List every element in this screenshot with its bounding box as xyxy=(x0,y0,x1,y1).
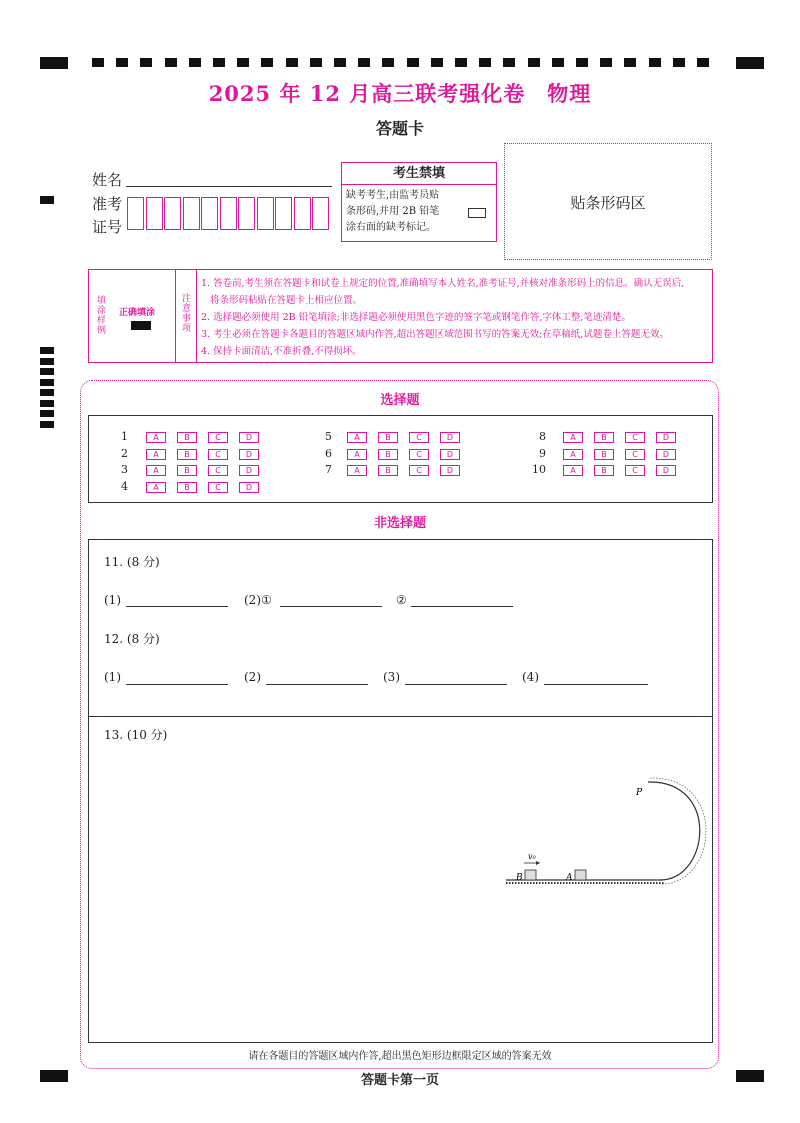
timing-mark xyxy=(600,58,612,67)
timing-mark xyxy=(503,58,515,67)
note-item-1: 1. 答卷前,考生须在答题卡和试卷上规定的位置,准确填写本人姓名,准考证号,并核对准条形码上的信息。确认无误后, xyxy=(201,278,685,289)
label-v0: v₀ xyxy=(528,852,536,861)
choice-bubble-a[interactable]: A xyxy=(563,449,583,460)
q11-part1-label: (1) xyxy=(104,593,121,607)
fill-example-label: 填涂样例 xyxy=(97,296,107,336)
q12-header: 12. (8 分) xyxy=(104,632,160,646)
choice-bubble-c[interactable]: C xyxy=(409,432,429,443)
timing-mark xyxy=(673,58,685,67)
timing-mark xyxy=(407,58,419,67)
absent-box-text-3: 涂右面的缺考标记。 xyxy=(346,222,436,233)
exam-id-digit-box[interactable] xyxy=(294,197,311,230)
choice-bubble-c[interactable]: C xyxy=(208,449,228,460)
exam-id-digit-box[interactable] xyxy=(146,197,163,230)
choice-question-number: 2 xyxy=(121,446,128,460)
choice-bubble-b[interactable]: B xyxy=(594,449,614,460)
exam-id-digit-box[interactable] xyxy=(257,197,274,230)
exam-id-digit-box[interactable] xyxy=(164,197,181,230)
q11-part3-answer[interactable] xyxy=(411,606,513,607)
choice-bubble-c[interactable]: C xyxy=(625,465,645,476)
timing-mark xyxy=(697,58,709,67)
page-title: 2025 年 12 月高三联考强化卷 物理 xyxy=(208,81,592,106)
block-a xyxy=(575,870,586,880)
choice-bubble-c[interactable]: C xyxy=(208,432,228,443)
choice-bubble-b[interactable]: B xyxy=(177,465,197,476)
label-p: P xyxy=(636,788,643,798)
q12-part1-label: (1) xyxy=(104,670,121,684)
choice-question-number: 5 xyxy=(325,430,332,443)
choice-bubble-b[interactable]: B xyxy=(378,465,398,476)
exam-id-digit-box[interactable] xyxy=(220,197,237,230)
timing-mark xyxy=(165,58,177,67)
exam-id-digit-box[interactable] xyxy=(127,197,144,230)
choice-bubble-d[interactable]: D xyxy=(440,432,460,443)
timing-mark xyxy=(528,58,540,67)
label-a: A xyxy=(566,873,573,883)
choice-section-title: 选择题 xyxy=(380,393,420,408)
divider-vertical-1 xyxy=(175,270,176,362)
timing-mark xyxy=(140,58,152,67)
barcode-area xyxy=(504,143,712,260)
exam-id-digit-box[interactable] xyxy=(183,197,200,230)
timing-mark xyxy=(237,58,249,67)
notes-label: 注意事项 xyxy=(182,294,192,334)
choice-bubble-a[interactable]: A xyxy=(146,449,166,460)
timing-mark xyxy=(479,58,491,67)
choice-bubble-d[interactable]: D xyxy=(656,432,676,443)
choice-question-number: 10 xyxy=(532,463,546,476)
q12-part1-answer[interactable] xyxy=(126,684,228,685)
absent-box-text-1: 缺考考生,由监考员贴 xyxy=(346,190,440,201)
side-timing-mark xyxy=(40,410,54,417)
choice-bubble-d[interactable]: D xyxy=(656,449,676,460)
timing-mark xyxy=(382,58,394,67)
note-item-3: 3. 考生必须在答题卡各题目的答题区域内作答,超出答题区域范围书写的答案无效;在草稿纸,试题卷上答题无效。 xyxy=(201,329,669,340)
choice-question-number: 4 xyxy=(121,479,128,493)
q11-part1-answer[interactable] xyxy=(126,606,228,607)
choice-bubble-b[interactable]: B xyxy=(594,465,614,476)
exam-id-digit-box[interactable] xyxy=(275,197,292,230)
corner-mark-top-left xyxy=(40,57,68,69)
q12-part2-answer[interactable] xyxy=(266,684,368,685)
choice-bubble-a[interactable]: A xyxy=(563,465,583,476)
choice-bubble-d[interactable]: D xyxy=(656,465,676,476)
timing-mark xyxy=(310,58,322,67)
choice-bubble-d[interactable]: D xyxy=(239,449,259,460)
q11-q12-box xyxy=(88,539,713,717)
q12-part4-answer[interactable] xyxy=(544,684,648,685)
timing-mark xyxy=(358,58,370,67)
choice-bubble-d[interactable]: D xyxy=(440,465,460,476)
correct-fill-label: 正确填涂 xyxy=(119,308,156,318)
q11-part2-label: (2)① xyxy=(244,593,272,607)
choice-bubble-d[interactable]: D xyxy=(239,432,259,443)
timing-mark xyxy=(649,58,661,67)
choice-bubble-a[interactable]: A xyxy=(347,449,367,460)
timing-mark xyxy=(455,58,467,67)
choice-bubble-c[interactable]: C xyxy=(625,449,645,460)
timing-mark xyxy=(189,58,201,67)
choice-bubble-a[interactable]: A xyxy=(146,432,166,443)
timing-mark xyxy=(431,58,443,67)
exam-id-digit-box[interactable] xyxy=(312,197,329,230)
timing-mark xyxy=(213,58,225,67)
page-subtitle: 答题卡 xyxy=(375,119,424,138)
footer-warning: 请在各题目的答题区域内作答,超出黑色矩形边框限定区域的答案无效 xyxy=(248,1051,552,1062)
timing-mark xyxy=(116,58,128,67)
choice-question-number: 3 xyxy=(121,463,128,476)
note-item-1b: 将条形码粘贴在答题卡上相应位置。 xyxy=(210,295,363,306)
choice-bubble-b[interactable]: B xyxy=(378,432,398,443)
choice-bubble-a[interactable]: A xyxy=(347,465,367,476)
choice-question-number: 8 xyxy=(539,430,546,443)
choice-bubble-d[interactable]: D xyxy=(440,449,460,460)
track-curve xyxy=(648,778,706,884)
side-timing-mark xyxy=(40,358,54,365)
q13-figure xyxy=(500,770,730,890)
exam-id-digit-box[interactable] xyxy=(201,197,218,230)
instructions-box xyxy=(88,269,713,363)
choice-question-number: 6 xyxy=(325,446,332,460)
q12-part4-label: (4) xyxy=(522,670,539,684)
timing-mark xyxy=(286,58,298,67)
choice-bubble-b[interactable]: B xyxy=(378,449,398,460)
divider-vertical-2 xyxy=(196,270,197,362)
choice-bubble-b[interactable]: B xyxy=(177,432,197,443)
choice-bubble-a[interactable]: A xyxy=(347,432,367,443)
timing-mark xyxy=(624,58,636,67)
choice-bubble-c[interactable]: C xyxy=(625,432,645,443)
name-input-line[interactable] xyxy=(126,186,332,187)
choice-bubble-c[interactable]: C xyxy=(208,465,228,476)
absent-box xyxy=(341,162,497,242)
q11-header: 11. (8 分) xyxy=(104,555,160,569)
q13-header: 13. (10 分) xyxy=(104,728,168,742)
timing-mark xyxy=(261,58,273,67)
exam-id-label-line1: 准考 xyxy=(92,195,123,213)
velocity-arrow-head xyxy=(536,861,540,865)
nonchoice-section-title: 非选择题 xyxy=(373,516,426,531)
barcode-area-label: 贴条形码区 xyxy=(570,194,646,212)
side-timing-mark xyxy=(40,347,54,354)
choice-bubble-a[interactable]: A xyxy=(146,482,166,493)
choice-bubble-a[interactable]: A xyxy=(563,432,583,443)
timing-mark xyxy=(552,58,564,67)
choice-bubble-b[interactable]: B xyxy=(177,482,197,493)
label-b: B xyxy=(516,873,523,883)
corner-mark-top-right xyxy=(736,57,764,69)
timing-mark xyxy=(576,58,588,67)
choice-bubble-b[interactable]: B xyxy=(594,432,614,443)
choice-bubble-b[interactable]: B xyxy=(177,449,197,460)
q12-part2-label: (2) xyxy=(244,670,261,684)
exam-id-label-line2: 证号 xyxy=(92,218,123,236)
choice-question-number: 9 xyxy=(539,446,546,460)
note-item-2: 2. 选择题必须使用 2B 铅笔填涂;非选择题必须使用黑色字迹的签字笔或钢笔作答,字体工整,笔迹清楚。 xyxy=(201,312,631,323)
timing-mark xyxy=(92,58,104,67)
side-timing-mark xyxy=(40,368,54,375)
choice-bubble-c[interactable]: C xyxy=(208,482,228,493)
footer-page-label: 答题卡第一页 xyxy=(360,1073,439,1088)
q12-part3-answer[interactable] xyxy=(405,684,507,685)
timing-mark xyxy=(334,58,346,67)
choice-bubble-a[interactable]: A xyxy=(146,465,166,476)
side-mark xyxy=(40,196,54,204)
block-b xyxy=(525,870,536,880)
q11-part3-label: ② xyxy=(396,593,407,607)
name-label: 姓名 xyxy=(92,171,123,189)
absent-box-title: 考生禁填 xyxy=(342,163,496,185)
absent-mark-box[interactable] xyxy=(468,208,486,218)
side-timing-mark xyxy=(40,421,54,428)
exam-id-digit-box[interactable] xyxy=(238,197,255,230)
note-item-4: 4. 保持卡面清洁,不准折叠,不得损坏。 xyxy=(201,346,362,357)
correct-fill-sample xyxy=(131,321,151,330)
q11-part2-answer[interactable] xyxy=(280,606,382,607)
choice-bubble-d[interactable]: D xyxy=(239,465,259,476)
side-timing-mark xyxy=(40,379,54,386)
absent-box-text-2: 条形码,并用 2B 铅笔 xyxy=(346,206,440,217)
choice-bubble-c[interactable]: C xyxy=(409,465,429,476)
choice-question-number: 1 xyxy=(121,430,128,443)
choice-bubble-d[interactable]: D xyxy=(239,482,259,493)
choice-question-number: 7 xyxy=(325,463,332,476)
choice-bubble-c[interactable]: C xyxy=(409,449,429,460)
q12-part3-label: (3) xyxy=(383,670,400,684)
